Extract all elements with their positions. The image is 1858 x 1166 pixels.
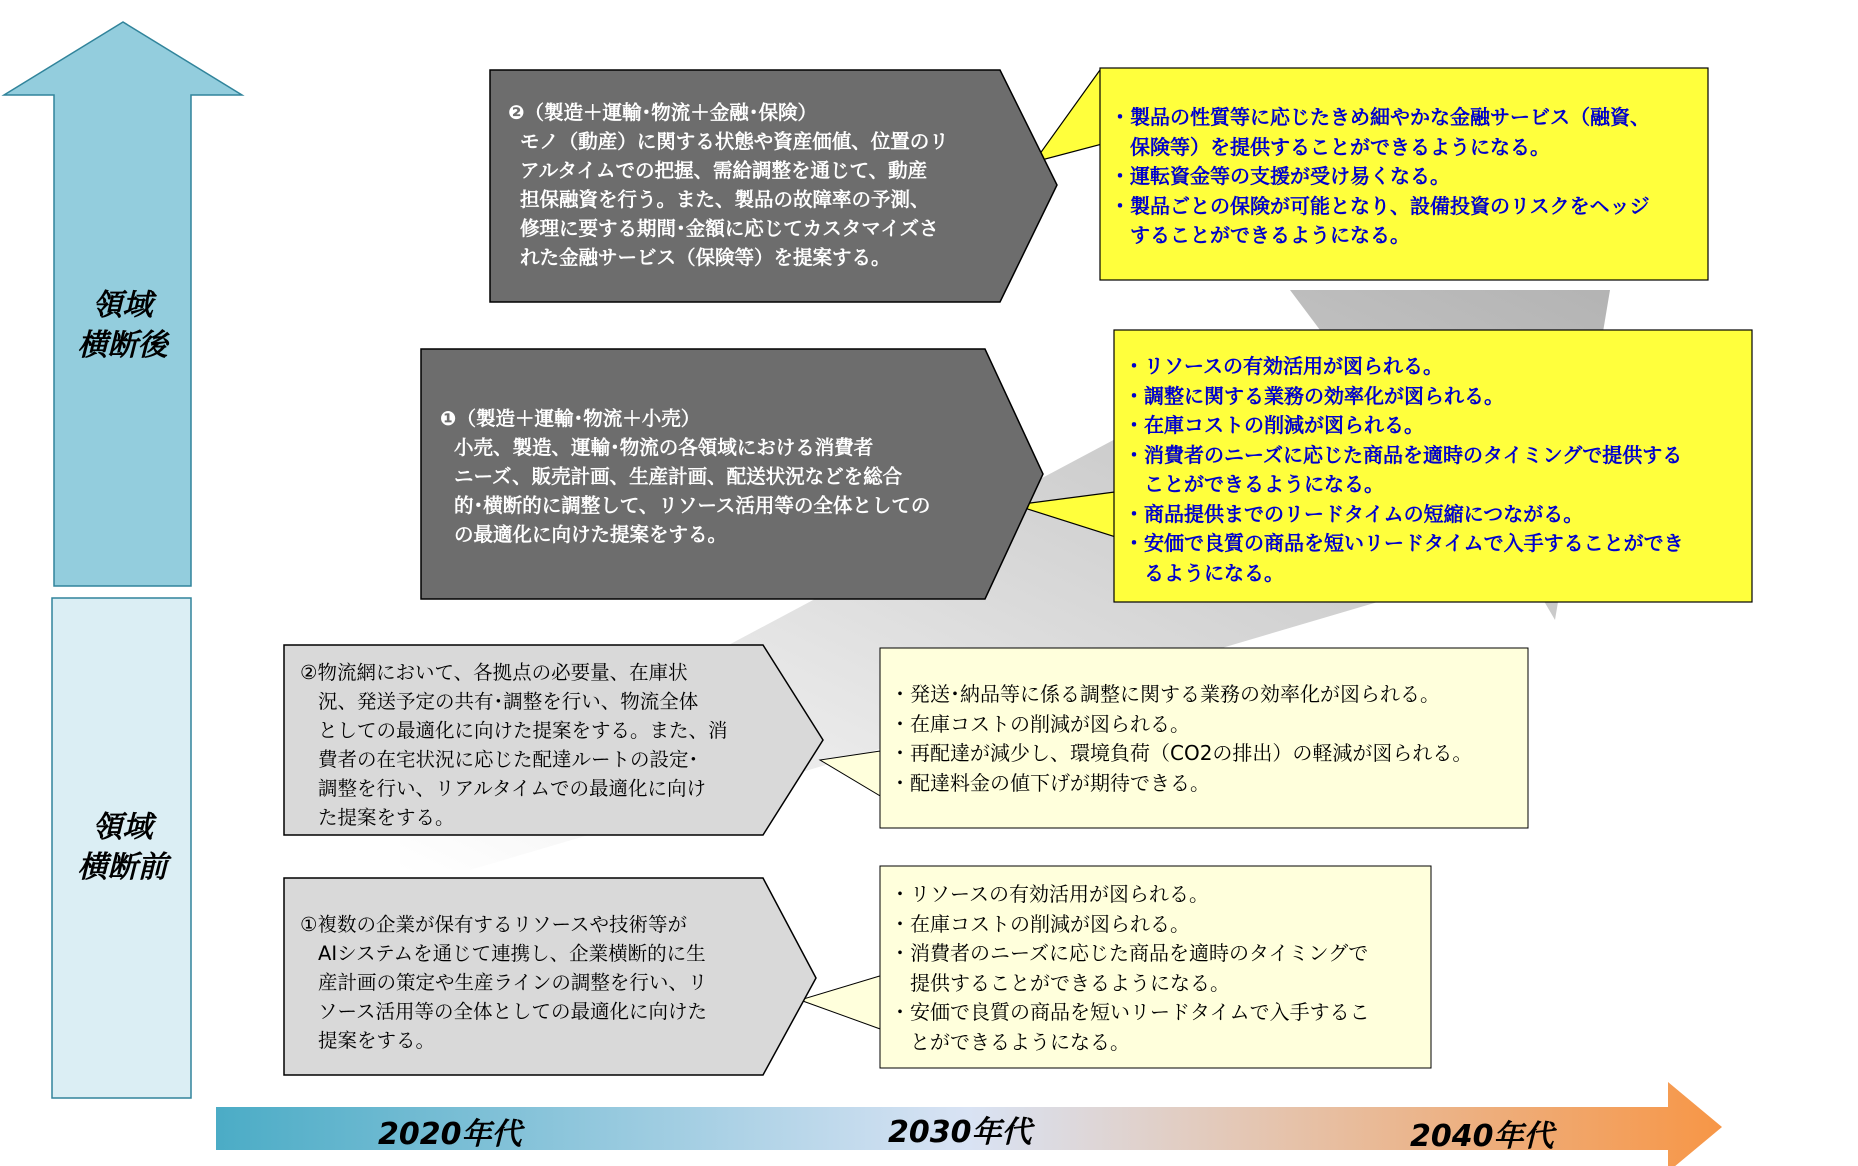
axis-label-before (54, 808, 191, 888)
effect-line: することができるようになる。 (1110, 223, 1410, 247)
effect-line: ・運転資金等の支援が受け易くなる。 (1110, 164, 1450, 188)
effect-cross-1 (1124, 352, 1746, 588)
proposal-single-1 (300, 910, 770, 1055)
proposal-line: 担保融資を行う。また、製品の故障率の予測、 (520, 188, 930, 211)
effect-line: ・リソースの有効活用が図られる。 (1124, 354, 1443, 378)
effect-line: ・安価で良質の商品を短いリードタイムで入手するこ (890, 1000, 1370, 1024)
effect-line: ・発送･納品等に係る調整に関する業務の効率化が図られる。 (890, 682, 1440, 706)
proposal-line: の最適化に向けた提案をする。 (454, 523, 728, 546)
effect-line: ことができるようになる。 (1124, 472, 1384, 496)
era-label-2020s: 2020年代 (378, 1117, 522, 1152)
vertical-axis (4, 22, 242, 1098)
effect-line: ・消費者のニーズに応じた商品を適時のタイミングで (890, 941, 1369, 965)
effect-line: ・在庫コストの削減が図られる。 (1124, 413, 1424, 437)
proposal-line: ②物流網において、各拠点の必要量、在庫状 (300, 661, 688, 684)
effect-line: ・再配達が減少し、環境負荷（CO2の排出）の軽減が図られる。 (890, 741, 1473, 765)
proposal-line: モノ（動産）に関する状態や資産価値、位置のリ (520, 130, 949, 153)
proposal-line: ニーズ、販売計画、生産計画、配送状況などを総合 (454, 465, 903, 488)
effect-line: ・商品提供までのリードタイムの短縮につながる。 (1124, 501, 1584, 526)
proposal-line: 的･横断的に調整して、リソース活用等の全体としての (454, 494, 931, 517)
proposal-line: 提案をする。 (318, 1029, 436, 1052)
proposal-line: た提案をする。 (318, 806, 455, 829)
effect-single-1 (890, 880, 1425, 1057)
proposal-cross-1 (440, 404, 980, 549)
effect-line: ・消費者のニーズに応じた商品を適時のタイミングで提供する (1124, 442, 1683, 467)
effect-line: るようになる。 (1124, 560, 1284, 585)
effect-line: ・配達料金の値下げが期待できる。 (890, 770, 1210, 795)
era-label-2040s: 2040年代 (1410, 1119, 1554, 1154)
effect-line: ・製品の性質等に応じたきめ細やかな金融サービス（融資、 (1110, 105, 1650, 129)
effect-line: ・安価で良質の商品を短いリードタイムで入手することができ (1124, 531, 1684, 555)
effect-line: 保険等）を提供することができるようになる。 (1110, 134, 1550, 159)
proposal-line: としての最適化に向けた提案をする。また、消 (318, 719, 728, 742)
axis-label-before-line: 領域 (92, 810, 153, 845)
proposal-heading: ❶（製造＋運輸･物流＋小売） (440, 407, 701, 430)
axis-label-after (54, 286, 191, 366)
proposal-line: AIシステムを通じて連携し、企業横断的に生 (318, 942, 706, 965)
proposal-line: 産計画の策定や生産ラインの調整を行い、リ (318, 971, 708, 994)
proposal-line: 調整を行い、リアルタイムでの最適化に向け (318, 777, 707, 800)
proposal-heading: ❷（製造＋運輸･物流＋金融･保険） (508, 101, 818, 124)
effect-line: ・製品ごとの保険が可能となり、設備投資のリスクをヘッジ (1110, 193, 1650, 218)
axis-label-after-line: 領域 (92, 288, 153, 323)
proposal-line: 修理に要する期間･金額に応じてカスタマイズさ (520, 217, 939, 240)
axis-label-after-line: 横断後 (77, 328, 168, 363)
proposal-line: アルタイムでの把握、需給調整を通じて、動産 (520, 159, 928, 182)
effect-line: ・リソースの有効活用が図られる。 (890, 882, 1209, 906)
proposal-line: 小売、製造、運輸･物流の各領域における消費者 (454, 436, 874, 459)
effect-line: とができるようになる。 (890, 1029, 1130, 1054)
proposal-line: ソース活用等の全体としての最適化に向けた (318, 1000, 708, 1023)
proposal-cross-2 (508, 98, 1018, 272)
era-label-2030s: 2030年代 (888, 1115, 1032, 1150)
proposal-line: 況、発送予定の共有･調整を行い、物流全体 (318, 690, 699, 713)
proposal-line: れた金融サービス（保険等）を提案する。 (520, 246, 891, 269)
proposal-line: 費者の在宅状況に応じた配達ルートの設定･ (318, 748, 699, 771)
effect-line: ・在庫コストの削減が図られる。 (890, 911, 1190, 936)
proposal-line: ①複数の企業が保有するリソースや技術等が (300, 913, 688, 936)
effect-single-2 (890, 680, 1520, 798)
effect-line: ・調整に関する業務の効率化が図られる。 (1124, 383, 1504, 408)
effect-line: ・在庫コストの削減が図られる。 (890, 711, 1190, 736)
effect-cross-2 (1110, 103, 1700, 251)
proposal-single-2 (300, 658, 770, 832)
axis-label-before-line: 横断前 (77, 850, 168, 885)
effect-line: 提供することができるようになる。 (890, 970, 1230, 995)
